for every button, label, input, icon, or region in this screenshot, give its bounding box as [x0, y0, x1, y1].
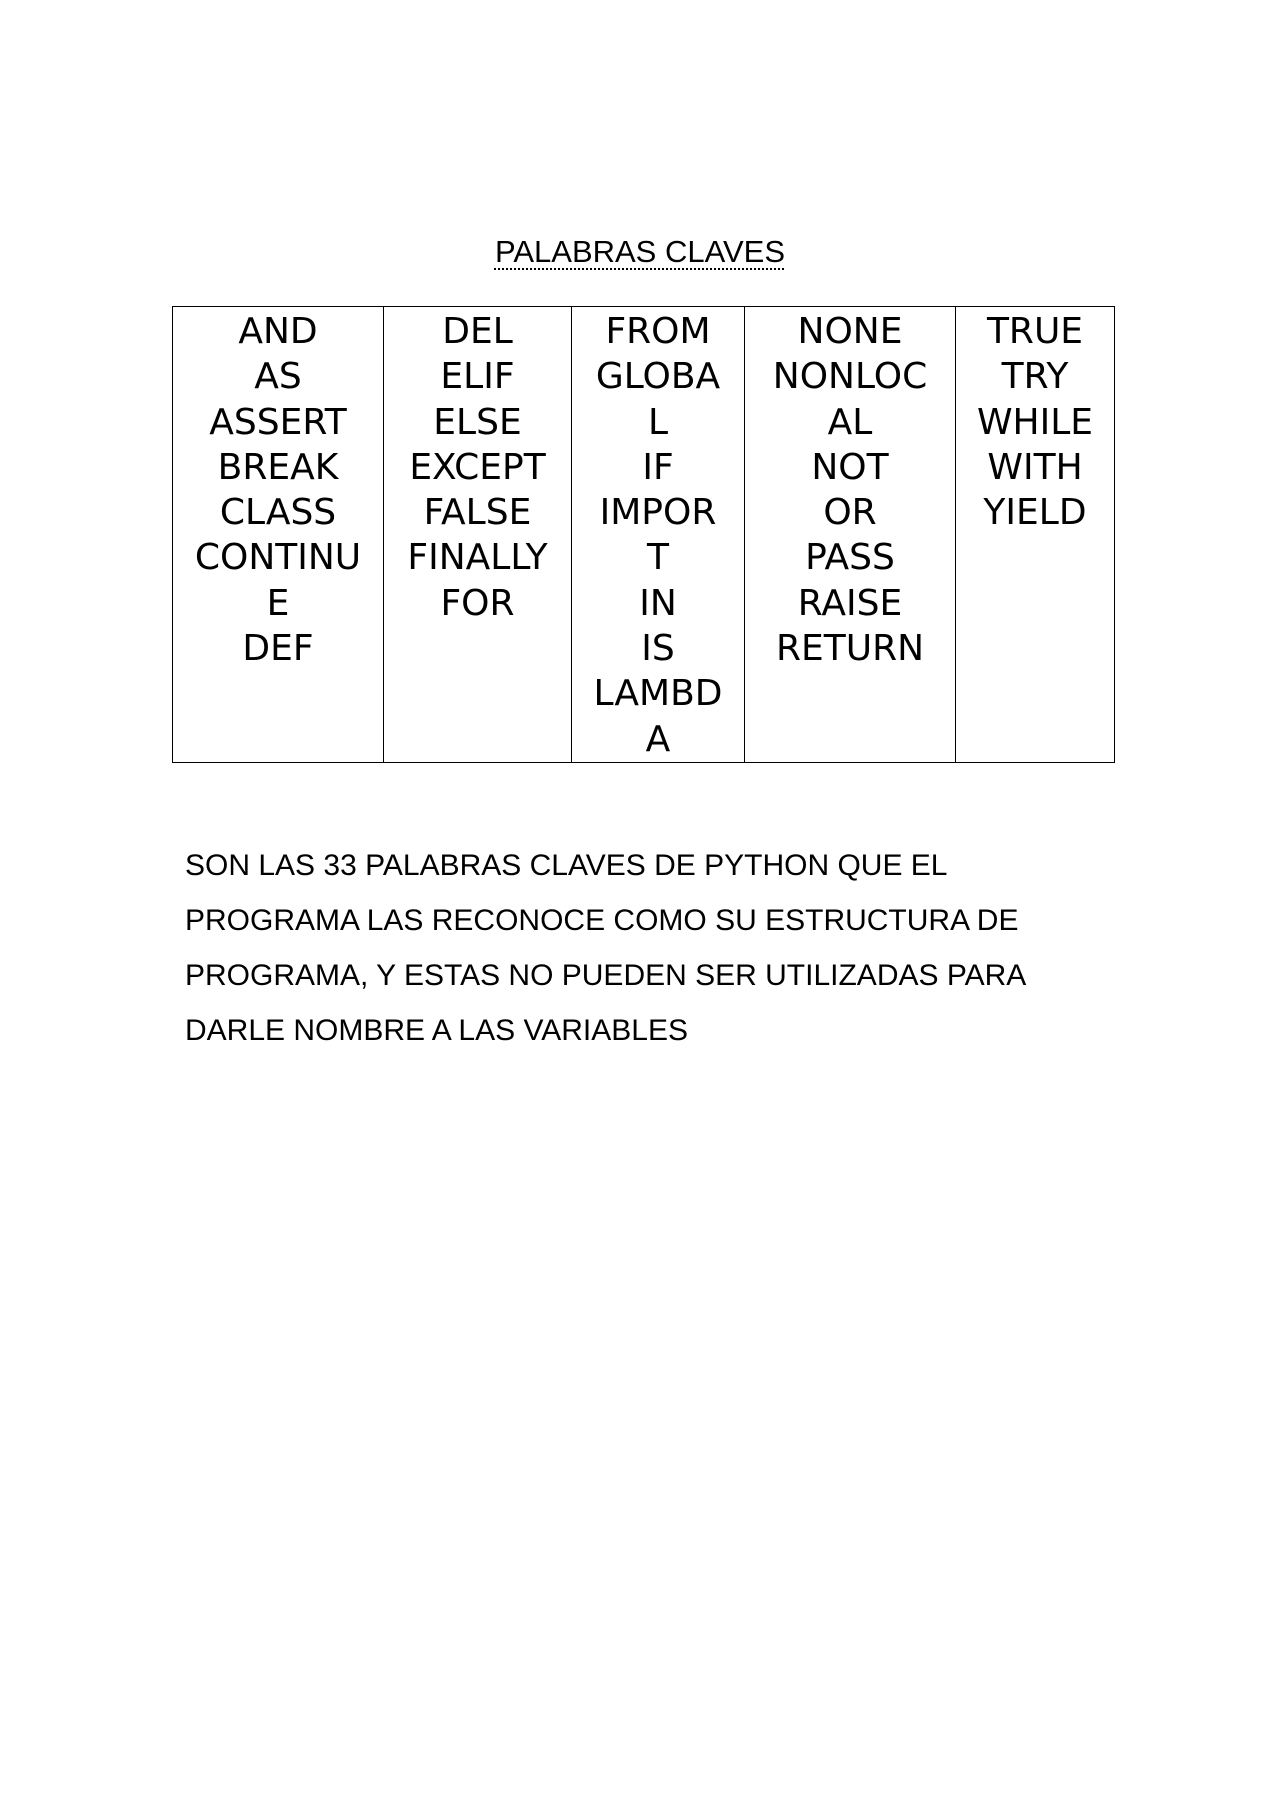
keyword: FINALLY — [407, 537, 548, 579]
keyword: LAMBD — [593, 673, 723, 715]
keyword: BREAK — [217, 446, 339, 488]
keyword: FOR — [440, 582, 515, 624]
keyword: AL — [827, 401, 873, 443]
description-line: PROGRAMA LAS RECONOCE COMO SU ESTRUCTURA DE — [185, 904, 1019, 937]
keyword: IMPOR — [599, 492, 717, 534]
description-line: PROGRAMA, Y ESTAS NO PUEDEN SER UTILIZADAS PARA — [185, 959, 1027, 992]
keyword: IS — [641, 628, 675, 670]
keyword: GLOBA — [595, 356, 721, 398]
keyword: PASS — [805, 537, 895, 579]
keyword: RETURN — [775, 628, 925, 670]
keywords-table — [172, 306, 1115, 763]
keyword: ELSE — [433, 401, 522, 443]
keyword: DEL — [442, 311, 513, 352]
keyword: A — [645, 718, 671, 760]
page-title-text: PALABRAS CLAVES — [494, 234, 786, 269]
description-line: DARLE NOMBRE A LAS VARIABLES — [185, 1014, 688, 1047]
keyword: IN — [639, 582, 677, 624]
keyword: IF — [642, 446, 674, 488]
keyword: DEF — [242, 628, 314, 670]
keyword: RAISE — [797, 582, 903, 624]
keywords-column-3 — [572, 307, 745, 763]
page-title — [0, 232, 1280, 272]
keywords-column-5 — [956, 307, 1115, 763]
keyword: NONLOC — [772, 356, 928, 398]
keyword: AS — [254, 356, 302, 398]
keyword: NOT — [811, 446, 889, 488]
keyword: TRUE — [986, 311, 1084, 352]
keyword: NONE — [797, 311, 903, 352]
keyword: WITH — [987, 446, 1083, 488]
keyword: FALSE — [423, 492, 532, 534]
keyword: L — [647, 401, 669, 443]
keyword: YIELD — [983, 492, 1087, 534]
keyword: ELIF — [440, 356, 515, 398]
keyword: WHILE — [976, 401, 1094, 443]
keyword: E — [266, 582, 290, 624]
keywords-column-2 — [384, 307, 572, 763]
keyword: CLASS — [219, 492, 337, 534]
keyword: ASSERT — [209, 401, 347, 443]
keywords-table-row — [173, 307, 1115, 763]
description-line: SON LAS 33 PALABRAS CLAVES DE PYTHON QUE EL — [185, 849, 948, 882]
keyword: AND — [238, 311, 318, 352]
keyword: CONTINU — [194, 537, 362, 579]
keyword: OR — [823, 492, 877, 534]
keyword: FROM — [605, 311, 711, 352]
description-paragraph — [185, 838, 1105, 1058]
keyword: TRY — [1001, 356, 1069, 398]
keyword: T — [647, 537, 669, 579]
keyword: EXCEPT — [409, 446, 546, 488]
keywords-column-1 — [173, 307, 384, 763]
keywords-column-4 — [745, 307, 956, 763]
